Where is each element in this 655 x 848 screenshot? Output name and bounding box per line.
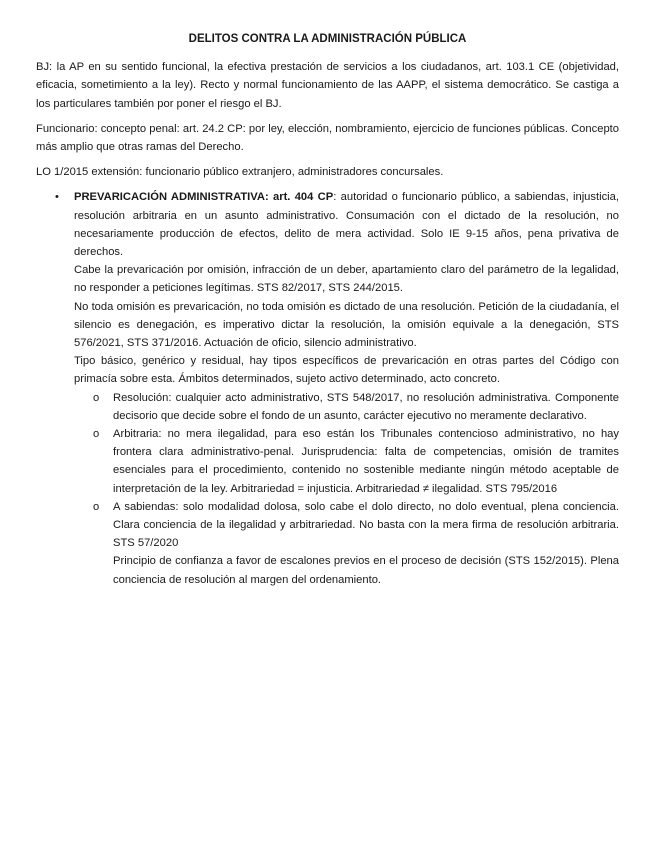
sub-bullet-list <box>74 389 619 589</box>
document-title: DELITOS CONTRA LA ADMINISTRACIÓN PÚBLICA <box>188 33 467 45</box>
sub-item-text: Resolución: cualquier acto administrativo, STS 548/2017, no resolución administrativa. Componente decisorio que decide sobre el fondo de un asunto, carácter ejecutivo no meramente declarativo. <box>113 391 619 422</box>
prevaricacion-silencio-paragraph: No toda omisión es prevaricación, no toda omisión es dictado de una resolución. Petición de la ciudadanía, el silencio es denegación, es imperativo dictar la resolución, la omisión equivale a la denegación, STS 576/2021, STS 371/2016. Actuación de oficio, silencio administrativo. <box>74 300 619 350</box>
bullet-icon: • <box>55 191 59 204</box>
list-item-prevaricacion <box>36 188 619 588</box>
paragraph-lo-2015: LO 1/2015 extensión: funcionario público extranjero, administradores concursales. <box>36 166 444 179</box>
prevaricacion-tipo-paragraph: Tipo básico, genérico y residual, hay tipos específicos de prevaricación en otras partes del Código con primacía sobre esta. Ámbitos determinados, sujeto activo determinado, acto concreto. <box>74 355 619 386</box>
sub-item-arbitraria <box>74 425 619 498</box>
sub-item-extra-text: Principio de confianza a favor de escalones previos en el proceso de decisión (STS 152/2015). Plena conciencia de resolución al margen del ordenamiento. <box>113 555 619 586</box>
circle-bullet-icon: o <box>93 391 100 404</box>
prevaricacion-omision-paragraph: Cabe la prevaricación por omisión, infracción de un deber, apartamiento claro del parámetro de la legalidad, no responder a peticiones legítimas. STS 82/2017, STS 244/2015. <box>74 264 619 295</box>
circle-bullet-icon: o <box>93 428 100 441</box>
prevaricacion-heading: PREVARICACIÓN ADMINISTRATIVA: art. 404 CP <box>74 191 334 204</box>
paragraph-funcionario: Funcionario: concepto penal: art. 24.2 CP: por ley, elección, nombramiento, ejercicio de funciones públicas. Concepto más amplio que otras ramas del Derecho. <box>36 122 619 154</box>
prevaricacion-definition <box>74 188 619 261</box>
main-bullet-list <box>36 188 619 588</box>
paragraph-bien-juridico: BJ: la AP en su sentido funcional, la efectiva prestación de servicios a los ciudadanos, art. 103.1 CE (objetividad, eficacia, sometimiento a la ley). Recto y normal funcionamiento de las AAPP, el sistema democrático. Se castiga a los particulares también por poner el riesgo el BJ. <box>36 61 619 110</box>
document-page <box>36 26 619 589</box>
sub-item-text: A sabiendas: solo modalidad dolosa, solo cabe el dolo directo, no dolo eventual, plena conciencia. Clara conciencia de la ilegalidad y arbitrariedad. No basta con la mera firma de resolución arbitraria. STS 57/2020 <box>113 500 619 550</box>
prevaricacion-text: : autoridad o funcionario público, a sabiendas, injusticia, resolución arbitraria en un asunto administrativo. Consumación con el dictado de la resolución, no necesariamente producción de efectos, delito de mera actividad. Solo IE 9-15 años, pena privativa de derechos. <box>74 191 619 259</box>
circle-bullet-icon: o <box>93 500 100 513</box>
sub-item-text: Arbitraria: no mera ilegalidad, para eso están los Tribunales contencioso administrativo, no hay frontera clara administrativo-penal. Jurisprudencia: falta de competencias, omisión de tramites esenciales para el procedimiento, contenido no sostenible mediante ningún método aceptable de interpretación de la ley. Arbitrariedad = injusticia. Arbitrariedad ≠ ilegalidad. STS 795/2016 <box>113 428 619 495</box>
sub-item-resolucion <box>74 389 619 425</box>
sub-item-a-sabiendas <box>74 498 619 589</box>
